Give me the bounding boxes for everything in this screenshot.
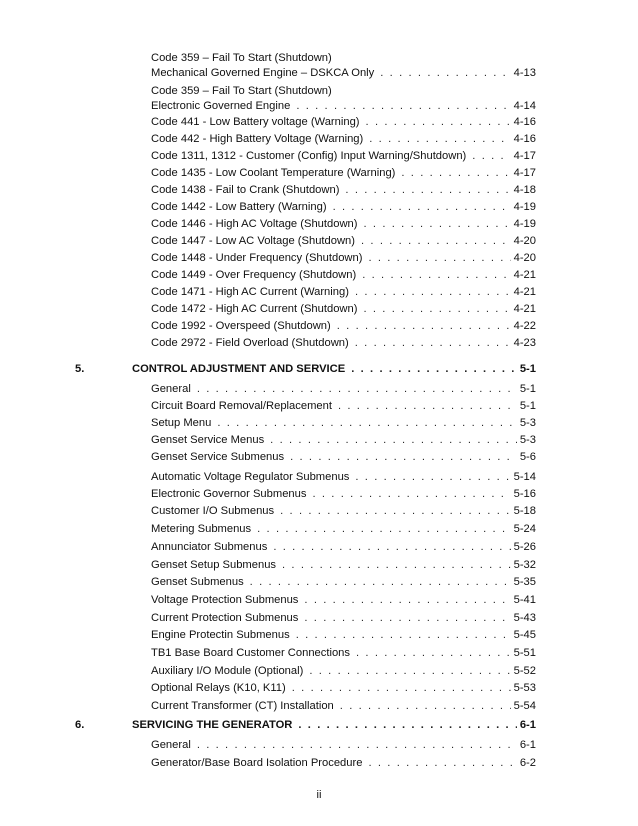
toc-entry-page: 4-19 — [513, 201, 536, 213]
dot-leader — [401, 165, 510, 182]
toc-entry-page: 5-54 — [513, 700, 536, 712]
dot-leader — [250, 574, 511, 591]
toc-entry-page: 5-35 — [513, 576, 536, 588]
toc-entry-title: Code 1448 - Under Frequency (Shutdown) — [151, 252, 363, 264]
toc-entry — [151, 592, 536, 609]
dot-leader — [304, 592, 510, 609]
toc-entry-page: 4-20 — [513, 235, 536, 247]
dot-leader — [290, 449, 517, 466]
toc-entry-page: 5-16 — [513, 488, 536, 500]
toc-entry — [151, 216, 536, 233]
dot-leader — [340, 698, 511, 715]
dot-leader — [355, 284, 511, 301]
toc-entry-page: 4-17 — [513, 167, 536, 179]
toc-entry — [151, 449, 536, 466]
toc-entry-title: Code 1472 - High AC Current (Shutdown) — [151, 303, 358, 315]
toc-entry-page: 4-21 — [513, 303, 536, 315]
toc-entry — [151, 381, 536, 398]
dot-leader — [363, 216, 510, 233]
toc-entry — [151, 84, 536, 113]
toc-entry — [151, 737, 536, 754]
dot-leader — [345, 182, 510, 199]
toc-entry-title: Code 2972 - Field Overload (Shutdown) — [151, 337, 349, 349]
toc-entry — [151, 539, 536, 556]
chapter-title: CONTROL ADJUSTMENT AND SERVICE — [132, 363, 346, 375]
toc-entry-title: Code 441 - Low Battery voltage (Warning) — [151, 116, 360, 128]
toc-entry-title: Voltage Protection Submenus — [151, 594, 299, 606]
chapter-title: SERVICING THE GENERATOR — [132, 719, 293, 731]
chapter-page: 6-1 — [519, 719, 536, 731]
toc-entry — [151, 284, 536, 301]
toc-entry — [151, 165, 536, 182]
toc-entry — [151, 574, 536, 591]
chapter-number: 5. — [75, 363, 85, 375]
dot-leader — [338, 398, 517, 415]
toc-entry — [151, 114, 536, 131]
toc-entry-page: 5-43 — [513, 612, 536, 624]
toc-entry-page: 5-3 — [519, 434, 536, 446]
toc-entry-page: 4-19 — [513, 218, 536, 230]
toc-entry-heading: Code 359 – Fail To Start (Shutdown) — [151, 85, 332, 97]
toc-entry — [151, 301, 536, 318]
dot-leader — [257, 521, 510, 538]
toc-entry — [151, 663, 536, 680]
dot-leader — [355, 335, 511, 352]
toc-entry-title: Code 1471 - High AC Current (Warning) — [151, 286, 349, 298]
toc-entry-title: Code 1447 - Low AC Voltage (Shutdown) — [151, 235, 355, 247]
dot-leader — [472, 148, 510, 165]
dot-leader — [368, 250, 510, 267]
toc-entry-title: TB1 Base Board Customer Connections — [151, 647, 350, 659]
toc-entry-title: Electronic Governor Submenus — [151, 488, 307, 500]
toc-entry-page: 5-1 — [519, 400, 536, 412]
toc-entry-page: 4-22 — [513, 320, 536, 332]
toc-entry-page: 4-23 — [513, 337, 536, 349]
toc-entry-page: 6-1 — [519, 739, 536, 751]
toc-entry-title: Customer I/O Submenus — [151, 505, 275, 517]
toc-entry — [151, 627, 536, 644]
toc-entry-title: Code 442 - High Battery Voltage (Warning) — [151, 133, 364, 145]
toc-entry-title: Genset Setup Submenus — [151, 559, 277, 571]
dot-leader — [355, 469, 510, 486]
toc-entry-title: Optional Relays (K10, K11) — [151, 682, 286, 694]
dot-leader — [270, 432, 517, 449]
toc-entry-page: 5-14 — [513, 471, 536, 483]
toc-entry-page: 4-20 — [513, 252, 536, 264]
dot-leader — [380, 66, 510, 81]
toc-entry-title: Code 1435 - Low Coolant Temperature (Warning) — [151, 167, 396, 179]
toc-entry-title: Code 1992 - Overspeed (Shutdown) — [151, 320, 331, 332]
toc-entry-page: 4-17 — [513, 150, 536, 162]
toc-entry-title: General — [151, 739, 191, 751]
toc-entry-page: 5-26 — [513, 541, 536, 553]
dot-leader — [312, 486, 510, 503]
toc-entry-title: Code 1442 - Low Battery (Warning) — [151, 201, 327, 213]
toc-entry-title: Current Protection Submenus — [151, 612, 299, 624]
toc-entry — [151, 318, 536, 335]
toc-entry-title: Genset Submenus — [151, 576, 244, 588]
toc-entry-title: Auxiliary I/O Module (Optional) — [151, 665, 304, 677]
dot-leader — [356, 645, 511, 662]
toc-entry — [151, 755, 536, 772]
dot-leader — [333, 199, 511, 216]
toc-entry — [151, 680, 536, 697]
toc-entry-page: 5-32 — [513, 559, 536, 571]
toc-entry-page: 5-45 — [513, 629, 536, 641]
toc-entry — [151, 182, 536, 199]
toc-entry-title: Mechanical Governed Engine – DSKCA Only — [151, 66, 375, 79]
dot-leader — [366, 114, 511, 131]
toc-entry-page: 5-6 — [519, 451, 536, 463]
toc-entry-title: Setup Menu — [151, 417, 212, 429]
toc-entry-title: Code 1449 - Over Frequency (Shutdown) — [151, 269, 357, 281]
toc-entry-title: Electronic Governed Engine — [151, 99, 291, 112]
toc-entry-title: Genset Service Menus — [151, 434, 265, 446]
dot-leader — [217, 415, 516, 432]
dot-leader — [361, 233, 511, 250]
toc-entry-title: Metering Submenus — [151, 523, 252, 535]
toc-entry — [151, 486, 536, 503]
toc-entry-title: Automatic Voltage Regulator Submenus — [151, 471, 350, 483]
chapter-page: 5-1 — [519, 363, 536, 375]
toc-entry-page: 5-51 — [513, 647, 536, 659]
toc-entry-title: General — [151, 383, 191, 395]
dot-leader — [197, 381, 517, 398]
dot-leader — [368, 755, 516, 772]
dot-leader — [296, 99, 510, 114]
toc-entry-page: 5-41 — [513, 594, 536, 606]
toc-entry — [151, 557, 536, 574]
toc-entry-page: 5-52 — [513, 665, 536, 677]
dot-leader — [298, 717, 516, 734]
toc-entry — [151, 415, 536, 432]
chapter-number: 6. — [75, 719, 85, 731]
toc-entry-title: Genset Service Submenus — [151, 451, 285, 463]
toc-entry-page: 4-14 — [513, 99, 536, 112]
toc-entry-page: 4-21 — [513, 286, 536, 298]
page-number: ii — [316, 789, 322, 801]
dot-leader — [337, 318, 511, 335]
toc-entry-page: 5-24 — [513, 523, 536, 535]
toc-entry-page: 5-53 — [513, 682, 536, 694]
toc-entry — [151, 51, 536, 80]
dot-leader — [292, 680, 511, 697]
toc-entry — [151, 398, 536, 415]
toc-entry — [151, 267, 536, 284]
toc-entry — [151, 521, 536, 538]
dot-leader — [304, 610, 510, 627]
toc-entry-page: 4-16 — [513, 116, 536, 128]
toc-entry — [151, 199, 536, 216]
toc-entry-page: 5-3 — [519, 417, 536, 429]
toc-entry-title: Code 1446 - High AC Voltage (Shutdown) — [151, 218, 358, 230]
toc-entry — [151, 698, 536, 715]
dot-leader — [351, 361, 517, 378]
toc-entry-title: Code 1438 - Fail to Crank (Shutdown) — [151, 184, 340, 196]
toc-entry — [151, 610, 536, 627]
toc-entry-title: Circuit Board Removal/Replacement — [151, 400, 332, 412]
dot-leader — [363, 301, 510, 318]
toc-entry-page: 6-2 — [519, 757, 536, 769]
dot-leader — [309, 663, 510, 680]
toc-entry-page: 4-21 — [513, 269, 536, 281]
toc-entry — [151, 131, 536, 148]
toc-entry — [151, 148, 536, 165]
toc-entry-title: Code 1311, 1312 - Customer (Config) Input Warning/Shutdown) — [151, 150, 467, 162]
toc-entry-page: 4-18 — [513, 184, 536, 196]
toc-entry — [151, 432, 536, 449]
dot-leader — [280, 503, 510, 520]
toc-entry — [151, 645, 536, 662]
toc-entry — [151, 335, 536, 352]
dot-leader — [362, 267, 510, 284]
toc-entry-title: Annunciator Submenus — [151, 541, 268, 553]
dot-leader — [197, 737, 517, 754]
toc-entry-page: 5-1 — [519, 383, 536, 395]
dot-leader — [282, 557, 511, 574]
toc-entry-title: Engine Protectin Submenus — [151, 629, 290, 641]
dot-leader — [369, 131, 510, 148]
toc-entry-page: 4-16 — [513, 133, 536, 145]
toc-entry-heading: Code 359 – Fail To Start (Shutdown) — [151, 52, 332, 64]
toc-entry-page: 4-13 — [513, 66, 536, 79]
dot-leader — [273, 539, 510, 556]
toc-entry — [151, 503, 536, 520]
toc-entry — [151, 469, 536, 486]
toc-entry — [151, 250, 536, 267]
toc-entry-title: Current Transformer (CT) Installation — [151, 700, 334, 712]
toc-entry — [151, 233, 536, 250]
dot-leader — [296, 627, 511, 644]
toc-entry-page: 5-18 — [513, 505, 536, 517]
toc-entry-title: Generator/Base Board Isolation Procedure — [151, 757, 363, 769]
